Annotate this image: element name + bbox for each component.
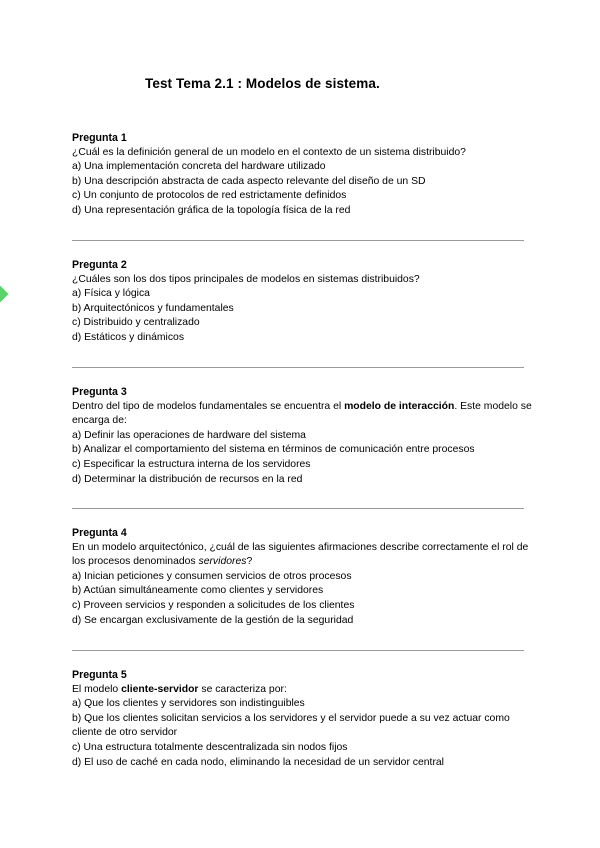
section-divider <box>72 508 524 509</box>
stem-text: se caracteriza por: <box>198 683 287 695</box>
question-stem <box>72 541 532 570</box>
option-c: c) Un conjunto de protocolos de red estrictamente definidos <box>72 190 347 202</box>
question-stem <box>72 400 532 429</box>
option-a: a) Que los clientes y servidores son indistinguibles <box>72 698 305 710</box>
stem-term: cliente-servidor <box>121 683 199 695</box>
option-d: d) Determinar la distribución de recursos en la red <box>72 473 303 485</box>
question-heading: Pregunta 5 <box>72 669 127 681</box>
question-stem: ¿Cuáles son los dos tipos principales de modelos en sistemas distribuidos? <box>72 273 420 285</box>
option-c: c) Proveen servicios y responden a solicitudes de los clientes <box>72 599 355 611</box>
question-heading: Pregunta 2 <box>72 259 127 271</box>
option-a: a) Definir las operaciones de hardware del sistema <box>72 429 306 441</box>
question-4 <box>72 526 532 628</box>
option-b: b) Arquitectónicos y fundamentales <box>72 302 234 314</box>
section-divider <box>72 367 524 368</box>
option-c: c) Distribuido y centralizado <box>72 317 200 329</box>
option-b: b) Una descripción abstracta de cada aspecto relevante del diseño de un SD <box>72 175 426 187</box>
option-d: d) Una representación gráfica de la topología física de la red <box>72 204 351 216</box>
stem-text: El modelo <box>72 683 122 695</box>
question-heading: Pregunta 4 <box>72 527 127 539</box>
option-a: a) Física y lógica <box>72 288 150 300</box>
stem-term: modelo de interacción <box>344 400 455 412</box>
option-d: d) Estáticos y dinámicos <box>72 331 185 343</box>
stem-text: En un modelo arquitectónico, ¿cuál de las siguientes afirmaciones describe correctamente el rol de los procesos denominados <box>72 541 529 568</box>
question-stem: ¿Cuál es la definición general de un modelo en el contexto de un sistema distribuido? <box>72 146 466 158</box>
option-d: d) El uso de caché en cada nodo, eliminando la necesidad de un servidor central <box>72 756 444 768</box>
option-c: c) Especificar la estructura interna de los servidores <box>72 458 311 470</box>
option-b: b) Actúan simultáneamente como clientes y servidores <box>72 585 324 597</box>
option-a: a) Una implementación concreta del hardware utilizado <box>72 161 326 173</box>
question-stem <box>72 683 532 698</box>
question-5 <box>72 668 532 770</box>
section-divider <box>72 650 524 651</box>
section-divider <box>72 240 524 241</box>
page-edge-marker <box>0 286 8 303</box>
stem-text: ? <box>246 556 253 568</box>
page-title: Test Tema 2.1 : Modelos de sistema. <box>145 76 380 91</box>
stem-text: Dentro del tipo de modelos fundamentales se encuentra el <box>72 400 345 412</box>
question-2 <box>72 258 532 346</box>
option-b: b) Que los clientes solicitan servicios a los servidores y el servidor puede a su vez actuar como cliente de otro servidor <box>72 712 510 739</box>
stem-text: . Este modelo se encarga de: <box>72 400 532 427</box>
question-3 <box>72 385 532 487</box>
option-c: c) Una estructura totalmente descentralizada sin nodos fijos <box>72 741 348 753</box>
question-1 <box>72 131 532 219</box>
question-heading: Pregunta 1 <box>72 132 127 144</box>
option-b: b) Analizar el comportamiento del sistema en términos de comunicación entre procesos <box>72 444 475 456</box>
question-heading: Pregunta 3 <box>72 386 127 398</box>
stem-term: servidores <box>198 556 247 568</box>
option-d: d) Se encargan exclusivamente de la gestión de la seguridad <box>72 614 354 626</box>
option-a: a) Inician peticiones y consumen servicios de otros procesos <box>72 570 352 582</box>
